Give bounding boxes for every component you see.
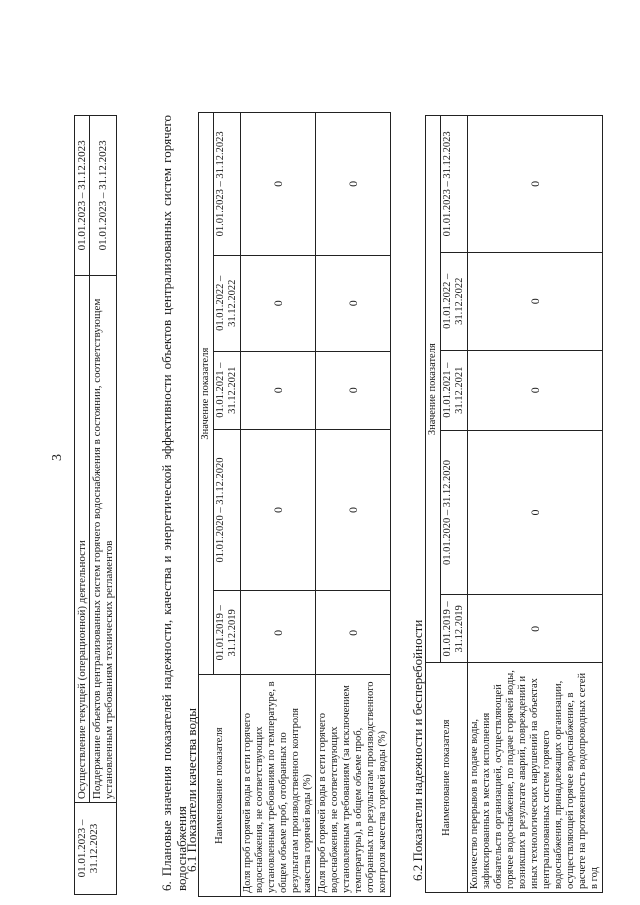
period-header: 01.01.2023 – 31.12.2023 xyxy=(441,116,468,253)
value-cell: 0 xyxy=(241,113,316,256)
period-header: 01.01.2021 – 31.12.2021 xyxy=(441,350,468,430)
table-row xyxy=(316,113,391,897)
term-cell: 01.01.2023 – 31.12.2023 xyxy=(75,116,90,276)
page-number: 3 xyxy=(50,454,65,461)
activity-cell: Поддержание объектов централизованных систем горячего водоснабжения в состоянии, соответствующем установленным требованиям технических регламентов xyxy=(90,275,117,802)
period-header: 01.01.2019 – 31.12.2019 xyxy=(214,591,241,675)
value-cell: 0 xyxy=(316,113,391,256)
value-cell: 0 xyxy=(316,591,391,675)
period-table xyxy=(74,115,117,895)
value-cell: 0 xyxy=(241,255,316,351)
table-header-row xyxy=(199,113,214,897)
term-cell: 01.01.2023 – 31.12.2023 xyxy=(90,116,117,276)
water-quality-table xyxy=(198,112,391,897)
period-cell: 01.01.2023 – 31.12.2023 xyxy=(75,803,117,895)
column-header-name: Наименование показателя xyxy=(426,663,468,893)
value-cell: 0 xyxy=(468,430,603,595)
table-row xyxy=(468,116,603,893)
value-cell: 0 xyxy=(468,252,603,350)
value-cell: 0 xyxy=(468,116,603,253)
value-cell: 0 xyxy=(316,351,391,429)
column-group-header: Значение показателя xyxy=(426,116,441,663)
table-row xyxy=(90,116,117,895)
indicator-name: Доля проб горячей воды в сети горячего водоснабжения, не соответствующих установленным требованиям (за исключением температуры), в общем объеме проб, отобранных по результатам производственного контроля качества горячей воды (%) xyxy=(316,675,391,897)
section-6-2-heading: 6.2 Показатели надежности и бесперебойности xyxy=(410,619,425,881)
reliability-table xyxy=(425,115,603,893)
value-cell: 0 xyxy=(241,429,316,591)
period-header: 01.01.2022 – 31.12.2022 xyxy=(441,252,468,350)
period-header: 01.01.2023 – 31.12.2023 xyxy=(214,113,241,256)
value-cell: 0 xyxy=(316,255,391,351)
period-header: 01.01.2022 – 31.12.2022 xyxy=(214,255,241,351)
period-header: 01.01.2021 – 31.12.2021 xyxy=(214,351,241,429)
column-group-header: Значение показателя xyxy=(199,113,214,675)
value-cell: 0 xyxy=(241,591,316,675)
table-row xyxy=(241,113,316,897)
section-6-heading: 6. Плановые значения показателей надежности, качества и энергетической эффективности объектов централизованных систем горячего водоснабжения xyxy=(159,115,189,891)
indicator-name: Доля проб горячей воды в сети горячего водоснабжения, не соответствующих установленным требованиям по температуре, в общем объеме проб, отобранных по результатам производственного контроля качества горячей воды (%) xyxy=(241,675,316,897)
value-cell: 0 xyxy=(468,595,603,663)
activity-cell: Осуществление текущей (операционной) деятельности xyxy=(75,275,90,802)
value-cell: 0 xyxy=(241,351,316,429)
period-header: 01.01.2019 – 31.12.2019 xyxy=(441,595,468,663)
table-header-row xyxy=(426,116,441,893)
column-header-name: Наименование показателя xyxy=(199,675,241,897)
section-6-1-heading: 6.1 Показатели качества воды xyxy=(184,708,199,872)
value-cell: 0 xyxy=(468,350,603,430)
table-row xyxy=(75,116,90,895)
indicator-name: Количество перерывов в подаче воды, зафиксированных в местах исполнения обязательств организацией, осуществляющей горячее водоснабжение, по подаче горячей воды, возникших в результате аварий, повреждений и иных технологических нарушений на объектах централизованных систем горячего водоснабжения, принадлежащих организации, осуществляющей горячее водоснабжение, в расчете на протяженность водопроводных сетей в год xyxy=(468,663,603,893)
period-header: 01.01.2020 – 31.12.2020 xyxy=(214,429,241,591)
period-header: 01.01.2020 – 31.12.2020 xyxy=(441,430,468,595)
value-cell: 0 xyxy=(316,429,391,591)
